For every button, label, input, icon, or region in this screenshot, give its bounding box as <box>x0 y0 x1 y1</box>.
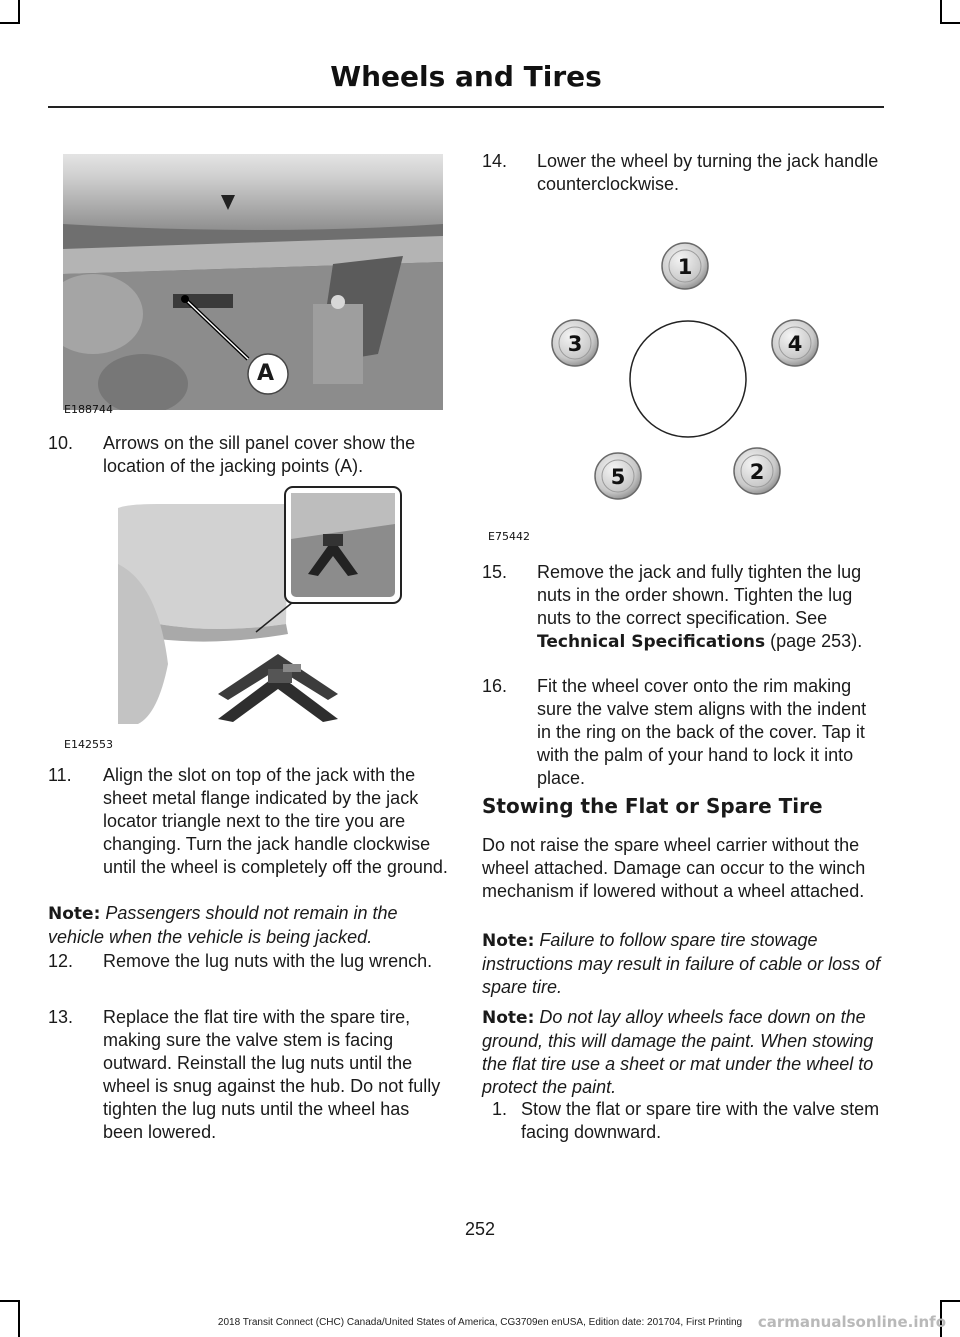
figure-code: E188744 <box>64 403 113 416</box>
step-text: Lower the wheel by turning the jack handle counterclockwise. <box>537 151 879 194</box>
section-intro: Do not raise the spare wheel carrier without the wheel attached. Damage can occur to the winch mechanism if lowered without a wheel attached. <box>482 835 866 901</box>
step-number: 10. <box>48 433 74 453</box>
lug-nut-label-5: 5 <box>610 465 626 489</box>
step-number: 16. <box>482 676 508 696</box>
crop-mark <box>940 0 942 24</box>
step-number: 14. <box>482 151 508 171</box>
step-text: Align the slot on top of the jack with the sheet metal flange indicated by the jack locator triangle next to the tire you are changing. Turn the jack handle clockwise until the wheel is completely off the ground. <box>103 765 448 877</box>
note-passengers <box>48 902 448 949</box>
note-label: Note: <box>48 904 101 924</box>
footer-text: 2018 Transit Connect (CHC) Canada/United States of America, CG3709en enUSA, Edition date: 201704, First Printing <box>217 1317 743 1328</box>
crop-mark <box>942 1300 960 1302</box>
note-text: Do not lay alloy wheels face down on the ground, this will damage the paint. When stowing the flat tire use a sheet or mat under the wheel to protect the paint. <box>482 1007 874 1097</box>
crop-mark <box>942 22 960 24</box>
crop-mark <box>0 1300 18 1302</box>
step-text: Arrows on the sill panel cover show the location of the jacking points (A). <box>103 433 416 476</box>
step-number: 13. <box>48 1007 74 1027</box>
jack-figure <box>118 484 404 728</box>
lug-nut-label-3: 3 <box>567 332 583 356</box>
page-title: Wheels and Tires <box>330 60 602 93</box>
sill-panel-figure <box>63 154 443 410</box>
lug-nut-order-figure <box>530 235 830 505</box>
step-text: Replace the flat tire with the spare tire, making sure the valve stem is facing outward. Reinstall the lug nuts until the wheel is snug against the hub. Do not fully tighten the lug nuts until the wheel has been lowered. <box>103 1007 441 1142</box>
technical-specifications-link[interactable]: Technical Specifications <box>537 632 766 652</box>
figure-code: E142553 <box>64 738 113 751</box>
jack-illustration <box>118 484 404 728</box>
hub-circle <box>630 321 746 437</box>
lug-nut-label-1: 1 <box>677 255 693 279</box>
watermark: carmanualsonline.info <box>757 1313 946 1331</box>
lug-nut-diagram <box>530 235 830 505</box>
step-text: Remove the jack and fully tighten the lug nuts in the order shown. Tighten the lug nuts to the correct specification. See Technical Specifications (page 253). <box>537 562 863 652</box>
note-label: Note: <box>482 1008 535 1028</box>
callout-a-label: A <box>257 361 275 386</box>
note-stowage <box>482 929 882 999</box>
crop-mark <box>18 0 20 24</box>
section-heading: Stowing the Flat or Spare Tire <box>482 794 823 818</box>
lug-nut-label-4: 4 <box>787 332 803 356</box>
note-alloy-wheels <box>482 1006 882 1099</box>
step-text: Stow the flat or spare tire with the valve stem facing downward. <box>521 1099 880 1142</box>
figure-code: E75442 <box>488 530 530 543</box>
step-text: Remove the lug nuts with the lug wrench. <box>103 951 433 971</box>
step-text: Fit the wheel cover onto the rim making sure the valve stem aligns with the indent in the ring on the back of the cover. Tap it with the palm of your hand to lock it into place. <box>537 676 867 788</box>
step-number: 11. <box>48 765 72 785</box>
step-number: 15. <box>482 562 508 582</box>
sill-panel-illustration <box>63 154 443 410</box>
note-label: Note: <box>482 931 535 951</box>
step-number: 1. <box>492 1099 508 1119</box>
lug-nut-label-2: 2 <box>749 460 765 484</box>
page-number: 252 <box>464 1219 496 1239</box>
step-number: 12. <box>48 951 74 971</box>
header-rule <box>48 106 884 108</box>
note-text: Passengers should not remain in the vehicle when the vehicle is being jacked. <box>48 903 398 947</box>
crop-mark <box>0 22 18 24</box>
note-text: Failure to follow spare tire stowage instructions may result in failure of cable or loss of spare tire. <box>482 930 881 997</box>
